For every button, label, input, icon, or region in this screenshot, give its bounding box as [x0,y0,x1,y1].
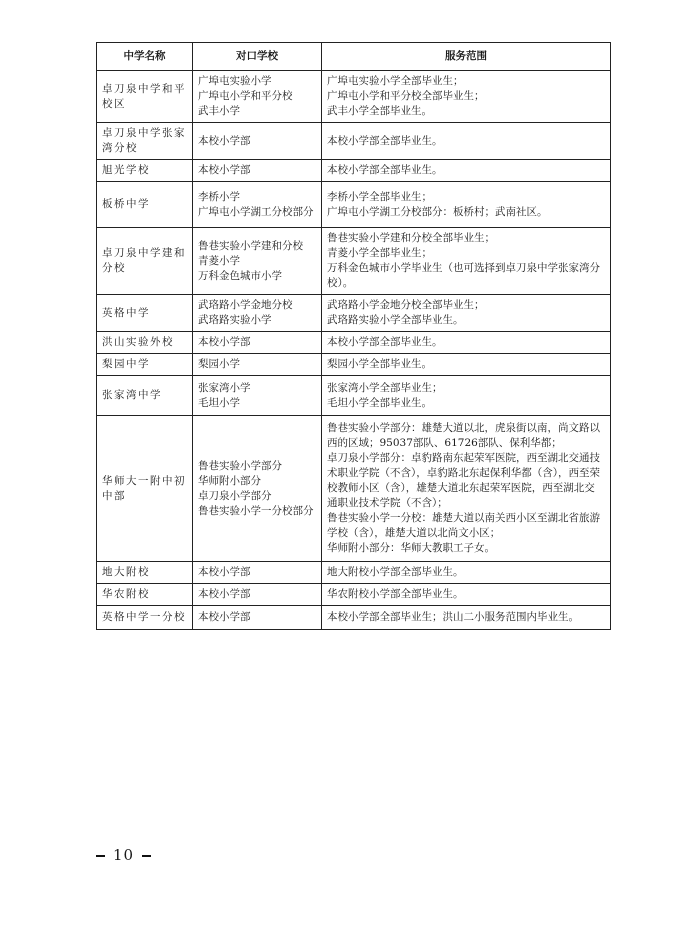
paired-schools-cell [193,584,322,606]
paired-school: 本校小学部 [198,164,251,176]
service-scope-cell [322,376,611,416]
table-row [97,71,611,123]
table-row [97,584,611,606]
service-scope-cell [322,295,611,332]
scope-line: 张家湾小学全部毕业生； [327,381,443,394]
middle-school-name: 华农附校 [97,584,193,606]
table-row [97,562,611,584]
middle-school-name: 卓刀泉中学建和分校 [97,228,193,295]
table-row [97,606,611,630]
table-row [97,295,611,332]
service-scope-cell [322,160,611,182]
scope-line: 广埠屯实验小学全部毕业生； [327,75,464,87]
scope-line: 本校小学部全部毕业生。 [327,336,443,348]
paired-school: 本校小学部 [198,336,251,348]
paired-school: 梨园小学 [198,358,240,370]
middle-school-name: 地大附校 [97,562,193,584]
service-scope-cell [322,228,611,295]
service-scope-cell [322,416,611,562]
paired-school: 张家湾小学 [198,381,251,394]
scope-line: 武珞路实验小学全部毕业生。 [327,314,464,326]
paired-schools-cell [193,562,322,584]
paired-school: 本校小学部 [198,588,251,600]
service-scope-cell [322,123,611,160]
service-scope-cell [322,182,611,228]
paired-school: 鲁巷实验小学部分 [198,459,282,472]
middle-school-name: 梨园中学 [97,354,193,376]
header-middle-school: 中学名称 [97,43,193,71]
scope-line: 鲁巷实验小学建和分校全部毕业生； [327,232,495,244]
paired-schools-cell [193,123,322,160]
paired-schools-cell [193,606,322,630]
scope-line: 地大附校小学部全部毕业生。 [327,566,464,578]
scope-line: 武丰小学全部毕业生。 [327,105,432,117]
paired-school: 卓刀泉小学部分 [198,489,272,502]
middle-school-name: 华师大一附中初中部 [97,416,193,562]
scope-line: 青菱小学全部毕业生； [327,247,432,259]
table-row [97,416,611,562]
service-scope-cell [322,354,611,376]
scope-line: 李桥小学全部毕业生； [327,190,432,203]
paired-school: 本校小学部 [198,566,251,578]
service-scope-cell [322,606,611,630]
middle-school-name: 卓刀泉中学张家湾分校 [97,123,193,160]
paired-schools-cell [193,332,322,354]
scope-line: 广埠屯小学和平分校全部毕业生； [327,90,485,102]
middle-school-name: 英格中学 [97,295,193,332]
table-row [97,354,611,376]
school-service-table [96,42,611,630]
paired-school: 武珞路小学金地分校 [198,299,293,311]
scope-line: 卓刀泉小学部分：卓豹路南东起荣军医院，西至湖北交通技术职业学院（不含），卓豹路北东起保利华都（含），西至荣校教师小区（含），雄楚大道北东起荣军医院，西至湖北交通职业技术学院（不含）； [327,452,600,509]
table-row [97,376,611,416]
table-row [97,123,611,160]
scope-line: 鲁巷实验小学一分校：雄楚大道以南关西小区至湖北省旅游学校（含），雄楚大道以北尚文小区； [327,512,600,539]
paired-school: 本校小学部 [198,134,251,147]
paired-schools-cell [193,71,322,123]
paired-schools-cell [193,376,322,416]
middle-school-name: 英格中学一分校 [97,606,193,630]
table-row [97,182,611,228]
paired-school: 本校小学部 [198,611,251,623]
header-paired-school: 对口学校 [193,43,322,71]
middle-school-name: 洪山实验外校 [97,332,193,354]
scope-line: 本校小学部全部毕业生。 [327,164,443,176]
scope-line: 梨园小学全部毕业生。 [327,358,432,370]
service-scope-cell [322,332,611,354]
scope-line: 本校小学部全部毕业生；洪山二小服务范围内毕业生。 [327,611,579,623]
paired-schools-cell [193,416,322,562]
dash-left [96,855,105,857]
paired-schools-cell [193,295,322,332]
dash-right [142,855,151,857]
middle-school-name: 卓刀泉中学和平校区 [97,71,193,123]
middle-school-name: 旭光学校 [97,160,193,182]
table-row [97,332,611,354]
scope-line: 华师附小部分：华师大教职工子女。 [327,542,495,554]
paired-schools-cell [193,354,322,376]
paired-school: 广埠屯实验小学 [198,75,272,87]
scope-line: 本校小学部全部毕业生。 [327,134,443,147]
middle-school-name: 板桥中学 [97,182,193,228]
paired-school: 华师附小部分 [198,474,261,487]
scope-line: 华农附校小学部全部毕业生。 [327,588,464,600]
service-scope-cell [322,584,611,606]
paired-schools-cell [193,228,322,295]
paired-school: 鲁巷实验小学一分校部分 [198,504,314,517]
table-row [97,228,611,295]
paired-school: 万科金色城市小学 [198,269,282,282]
paired-school: 鲁巷实验小学建和分校 [198,239,303,252]
paired-school: 毛坦小学 [198,396,240,409]
scope-line: 毛坦小学全部毕业生。 [327,396,432,409]
scope-line: 鲁巷实验小学部分：雄楚大道以北，虎泉街以南，尚文路以西的区域；95037部队、61726部队、保利华都； [327,422,600,449]
scope-line: 广埠屯小学湖工分校部分：板桥村；武南社区。 [327,205,548,218]
paired-schools-cell [193,182,322,228]
page-number [88,846,159,864]
paired-school: 武丰小学 [198,105,240,117]
paired-school: 青菱小学 [198,254,240,267]
middle-school-name: 张家湾中学 [97,376,193,416]
page-number-text: 10 [113,846,135,864]
paired-school: 李桥小学 [198,190,240,203]
table-body [97,71,611,630]
paired-schools-cell [193,160,322,182]
table-header-row [97,43,611,71]
header-service-scope: 服务范围 [322,43,611,71]
paired-school: 广埠屯小学湖工分校部分 [198,205,314,218]
paired-school: 武珞路实验小学 [198,314,272,326]
service-scope-cell [322,562,611,584]
service-scope-cell [322,71,611,123]
scope-line: 武珞路小学金地分校全部毕业生； [327,299,485,311]
paired-school: 广埠屯小学和平分校 [198,90,293,102]
scope-line: 万科金色城市小学毕业生（也可选择到卓刀泉中学张家湾分校）。 [327,262,600,289]
table-row [97,160,611,182]
